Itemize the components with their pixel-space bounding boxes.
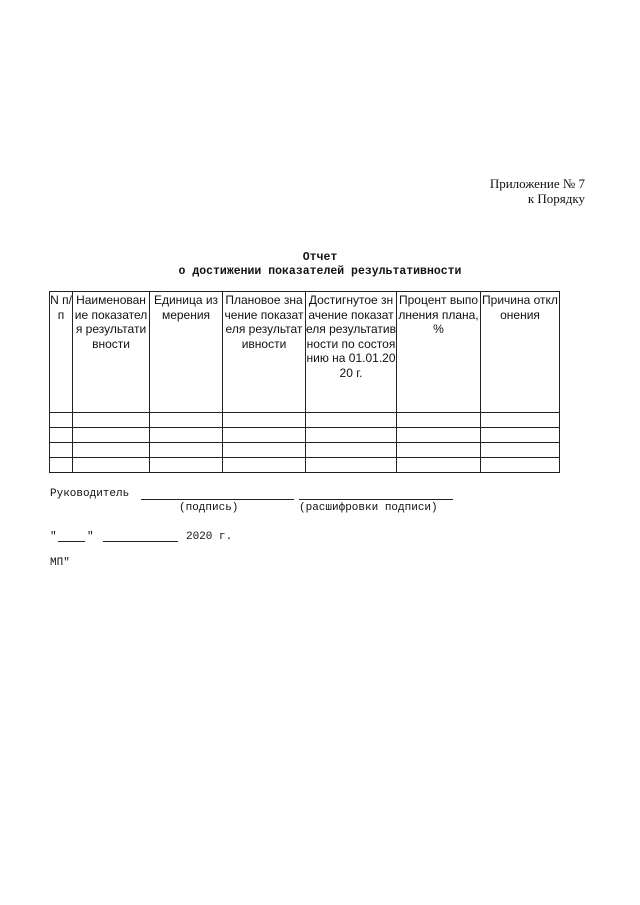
table-row bbox=[50, 428, 560, 443]
table-row bbox=[50, 458, 560, 473]
signature-caption: (подпись) bbox=[179, 502, 239, 514]
table-cell bbox=[50, 413, 73, 428]
table-row bbox=[50, 443, 560, 458]
table-cell bbox=[223, 428, 306, 443]
signature-line bbox=[141, 499, 294, 500]
date-quote-open: " bbox=[50, 531, 57, 543]
report-title: Отчет bbox=[302, 251, 338, 264]
col-achieved-value-header: Достигнутое значение показателя результативности по состоянию на 01.01.2020 г. bbox=[306, 292, 397, 413]
table-cell bbox=[73, 443, 150, 458]
col-planned-value-header: Плановое значение показателя результативности bbox=[223, 292, 306, 413]
report-subtitle: о достижении показателей результативности bbox=[178, 265, 462, 278]
col-number-header: N п/п bbox=[50, 292, 73, 413]
table-cell bbox=[150, 443, 223, 458]
date-quote-close: " bbox=[87, 531, 94, 543]
date-day-line bbox=[58, 541, 85, 542]
table-row bbox=[50, 413, 560, 428]
col-deviation-reason-header: Причина отклонения bbox=[481, 292, 560, 413]
name-decode-caption: (расшифровки подписи) bbox=[299, 502, 438, 514]
appendix-number: Приложение № 7 bbox=[489, 176, 585, 191]
table-cell bbox=[223, 443, 306, 458]
table-cell bbox=[397, 413, 481, 428]
table-cell bbox=[481, 428, 560, 443]
table-cell bbox=[397, 443, 481, 458]
table-cell bbox=[150, 413, 223, 428]
table-cell bbox=[73, 458, 150, 473]
table-cell bbox=[50, 428, 73, 443]
table-cell bbox=[481, 413, 560, 428]
table-cell bbox=[481, 443, 560, 458]
appendix-order-ref: к Порядку bbox=[527, 191, 585, 206]
table-cell bbox=[306, 413, 397, 428]
appendix-reference bbox=[490, 176, 585, 206]
date-month-line bbox=[103, 541, 178, 542]
table-cell bbox=[481, 458, 560, 473]
table-cell bbox=[50, 443, 73, 458]
table-cell bbox=[73, 428, 150, 443]
stamp-place: МП" bbox=[50, 557, 70, 569]
table-cell bbox=[50, 458, 73, 473]
col-percent-header: Процент выполнения плана, % bbox=[397, 292, 481, 413]
table-cell bbox=[397, 458, 481, 473]
table-cell bbox=[306, 443, 397, 458]
head-label: Руководитель bbox=[50, 488, 130, 500]
date-year: 2020 г. bbox=[186, 531, 233, 543]
table-cell bbox=[73, 413, 150, 428]
table-cell bbox=[223, 413, 306, 428]
table-cell bbox=[150, 458, 223, 473]
col-unit-header: Единица измерения bbox=[150, 292, 223, 413]
table-cell bbox=[306, 458, 397, 473]
table-cell bbox=[306, 428, 397, 443]
table-cell bbox=[397, 428, 481, 443]
table-cell bbox=[223, 458, 306, 473]
name-decode-line bbox=[299, 499, 453, 500]
table-cell bbox=[150, 428, 223, 443]
table-header-row bbox=[50, 292, 560, 413]
indicators-table bbox=[49, 291, 560, 473]
col-indicator-name-header: Наименование показателя результативности bbox=[73, 292, 150, 413]
